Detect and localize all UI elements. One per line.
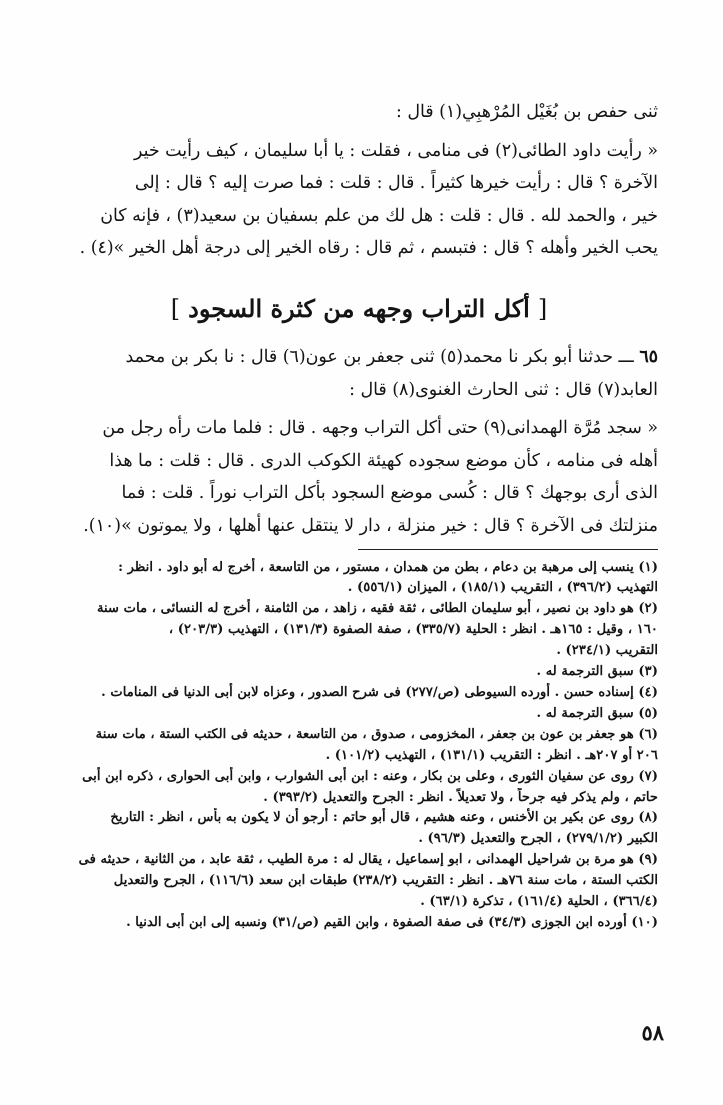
footnote-line: (٧) روى عن سفيان الثورى ، وعلى بن بكار ، وعنه : ابن أبى الشوارب ، وابن أبى الحوارى ، ذكره ابن أبى xyxy=(82,768,658,784)
text-line xyxy=(60,341,658,374)
page-number: ٥٨ xyxy=(641,1020,664,1045)
text-line: « رأيت داود الطائى(٢) فى منامى ، فقلت : يا أبا سليمان ، كيف رأيت خير xyxy=(134,140,658,161)
dream-narration-paragraph xyxy=(60,135,658,265)
intro-line: ثنى حفص بن بُغَيْل المُرْهبِي(١) قال : xyxy=(395,102,658,122)
footnote-line: (٥) سبق الترجمة له . xyxy=(536,705,658,721)
footnote-line: الكبير (٢٧٩/١/٢) ، الجرح والتعديل (٩٦/٣) . xyxy=(418,831,658,847)
main-text xyxy=(60,96,658,543)
text-line: خير ، والحمد لله . قال : قلت : هل لك من علم بسفيان بن سعيد(٣) ، فإنه كان xyxy=(100,205,658,226)
heading-open-bracket: [ xyxy=(537,294,548,323)
footnote-line: (٣) سبق الترجمة له . xyxy=(536,664,658,680)
text-line: أهله فى منامه ، كأن موضع سجوده كهيئة الكوكب الدرى . قال : قلت : ما هذا xyxy=(109,450,658,471)
footnote-line: (٦) هو جعفر بن عون بن جعفر ، المخزومى ، صدوق ، من التاسعة ، حديثه فى الكتب الستة ، مات سنة xyxy=(95,726,658,742)
book-page xyxy=(60,96,658,934)
footnote-line: (٨) روى عن بكير بن الأخنس ، وعنه هشيم ، قال أبو حاتم : أرجو أن لا يكون به بأس ، انظر : التاريخ xyxy=(110,810,658,826)
text-line: الذى أرى بوجهك ؟ قال : كُسى موضع السجود بأكل التراب نوراً . قلت : فما xyxy=(121,483,658,504)
heading-text: أكل التراب وجهه من كثرة السجود xyxy=(188,293,530,323)
footnote-line: التهذيب (٣٩٦/٢) ، التقريب (١٨٥/١) ، الميزان (٥٥٦/١) . xyxy=(347,580,658,596)
heading-close-bracket: ] xyxy=(170,294,181,323)
footnote-divider xyxy=(358,549,658,550)
text-line: الآخرة ؟ قال : رأيت خيرها كثيراً . قال : قلت : فما صرت إليه ؟ قال : إلى xyxy=(134,173,658,194)
text-line: العابد(٧) قال : ثنى الحارث الغنوى(٨) قال : xyxy=(349,379,658,400)
item-number: ٦٥ xyxy=(639,346,658,367)
footnote-line: (٩) هو مرة بن شراحيل الهمدانى ، ابو إسماعيل ، يقال له : مرة الطيب ، ثقة عابد ، من الثانية ، حديثه فى xyxy=(78,852,658,868)
footnote-line: ٢٠٦ أو ٢٠٧هـ . انظر : التقريب (١٣١/١) ، التهذيب (١٠١/٢) . xyxy=(325,747,658,763)
narration-chain xyxy=(60,341,658,406)
footnote-line: التقريب (٢٣٤/١) . xyxy=(556,643,658,659)
text-line: « سجد مُرَّة الهمدانى(٩) حتى أكل التراب وجهه . قال : فلما مات رأه رجل من xyxy=(102,418,658,439)
text-line: يحب الخير وأهله ؟ قال : فتبسم ، ثم قال : رقاه الخير إلى درجة أهل الخير »(٤) . xyxy=(79,238,658,259)
section-heading xyxy=(60,287,658,331)
footnote-line: (١) ينسب إلى مرهبة بن دعام ، بطن من همدان ، مستور ، من التاسعة ، أخرج له أبو داود . انظر : xyxy=(118,559,658,575)
footnote-line: الكتب الستة ، مات سنة ٧٦هـ . انظر : التقريب (٢٣٨/٢) طبقات ابن سعد (١١٦/٦) ، الجرح والتعديل xyxy=(113,873,658,889)
footnote-line: ١٦٠ ، وقيل : ١٦٥هـ . انظر : الحلية (٣٣٥/٧) ، صفة الصفوة (١٣١/٣) ، التهذيب (٢٠٣/٣) ، xyxy=(168,622,658,638)
footnote-line: حاتم ، ولم يذكر فيه جرحاً ، ولا تعديلاً . انظر : الجرح والتعديل (٣٩٣/٢) . xyxy=(263,789,658,805)
footnote-line: (٢) هو داود بن نصير ، أبو سليمان الطائى ، ثقة فقيه ، زاهد ، من الثامنة ، أخرج له النسائى ، مات سنة xyxy=(96,601,658,617)
footnote-line: (٤) إسناده حسن . أورده السيوطى (ص/٢٧٧) فى شرح الصدور ، وعزاه لابن أبى الدنيا فى المنامات . xyxy=(101,684,658,700)
text-line: منزلتك فى الآخرة ؟ قال : خير منزلة ، دار لا ينتقل عنها أهلها ، ولا يموتون »(١٠). xyxy=(83,515,658,536)
narration-paragraph xyxy=(60,412,658,542)
footnote-line: (٣٦٦/٤) ، الحلية (١٦١/٤) ، تذكرة (٦٣/١) . xyxy=(420,894,658,910)
footnote-line: (١٠) أورده ابن الجوزى (٣٤/٣) فى صفة الصفوة ، وابن القيم (ص/٣١) ونسبه إلى ابن أبى الدنيا . xyxy=(126,914,658,930)
chain-text: ـــ حدثنا أبو بكر نا محمد(٥) ثنى جعفر بن عون(٦) قال : نا بكر بن محمد xyxy=(125,346,634,367)
footnotes xyxy=(60,558,658,934)
